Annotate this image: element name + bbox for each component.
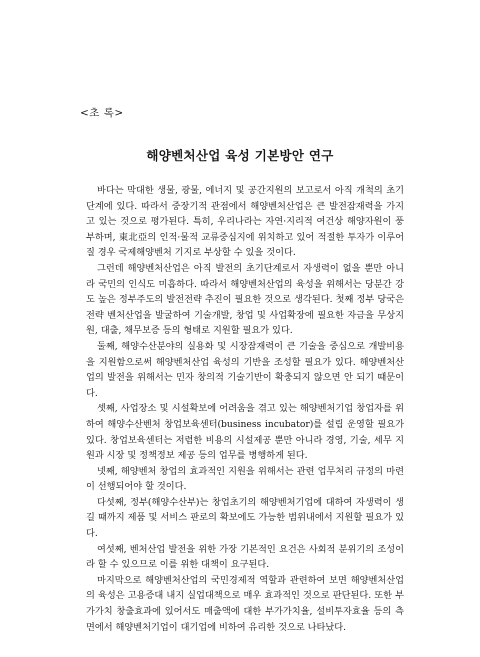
paragraph-fifth: 다섯째, 정부(해양수산부)는 창업초기의 해양벤처기업에 대하여 자생력이 생길 때까지 제품 및 서비스 판로의 확보에도 가능한 범위내에서 지원할 필요가 있다. <box>86 496 404 540</box>
paragraph-third: 셋째, 사업장소 및 시설확보에 어려움을 겪고 있는 해양벤처기업 창업자를 위하여 해양수산벤처 창업보육센터(business incubator)를 설립 운영할 필요가 있다. 창업보육센터는 저렴한 비용의 시설제공 뿐만 아니라 경영, 기술, 세무 지원과 시장 및 정책정보 제공 등의 업무를 병행하게 된다. <box>86 403 404 462</box>
paragraph-second: 둘째, 해양수산분야의 실용화 및 시장잠재력이 큰 기술을 중심으로 개발비용을 지원함으로써 해양벤처산업 육성의 기반을 조성할 필요가 있다. 해양벤처산업의 발전을 위해서는 민자 창의적 기술기반이 확충되지 않으면 안 되기 때문이다. <box>86 340 404 399</box>
document-title: 해양벤처산업 육성 기본방안 연구 <box>146 148 334 163</box>
paragraph-intro: 바다는 막대한 생물, 광물, 에너지 및 공간지원의 보고로서 아직 개척의 초기 단계에 있다. 따라서 중장기적 관점에서 해양벤처산업은 큰 발전잠재력을 가지고 있는 것으로 평가된다. 특히, 우리나라는 자연·지리적 여건상 해양자원이 풍부하며, 東北亞의 인적·물적 교류중심지에 위치하고 있어 적절한 투자가 이루어질 경우 국제해양벤처 기지로 부상할 수 있을 것이다. <box>86 185 404 259</box>
abstract-body <box>86 183 404 635</box>
paragraph-strategy: 그런데 해양벤처산업은 아직 발전의 초기단계로서 자생력이 없을 뿐만 아니라 국민의 인식도 미흡하다. 따라서 해양벤처산업의 육성을 위해서는 당분간 강도 높은 정부주도의 발전전략 추진이 필요한 것으로 생각된다. 첫째 정부 당국은 전략 벤처산업을 발굴하여 기술개발, 창업 및 사업확장에 필요한 자금을 무상지원, 대출, 채무보증 등의 형태로 지원할 필요가 있다. <box>86 262 404 337</box>
paragraph-sixth: 여섯째, 벤처산업 발전을 위한 가장 기본적인 요건은 사회적 분위기의 조성이라 할 수 있으므로 이를 위한 대책이 요구된다. <box>86 543 404 571</box>
paragraph-conclusion: 마지막으로 해양벤처산업의 국민경제적 역할과 관련하여 보면 해양벤처산업의 육성은 고용증대 내지 실업대책으로 매우 효과적인 것으로 판단된다. 또한 부가가치 창출효과에 있어서도 매출액에 대한 부가가치율, 설비투자효율 등의 측면에서 해양벤처기업이 대기업에 비하여 유리한 것으로 나타났다. <box>86 574 404 633</box>
paragraph-fourth: 넷째, 해양벤처 창업의 효과적인 지원을 위해서는 관련 업무처리 규정의 마련이 선행되어야 할 것이다. <box>86 465 404 493</box>
section-label: <초 록> <box>80 107 124 119</box>
